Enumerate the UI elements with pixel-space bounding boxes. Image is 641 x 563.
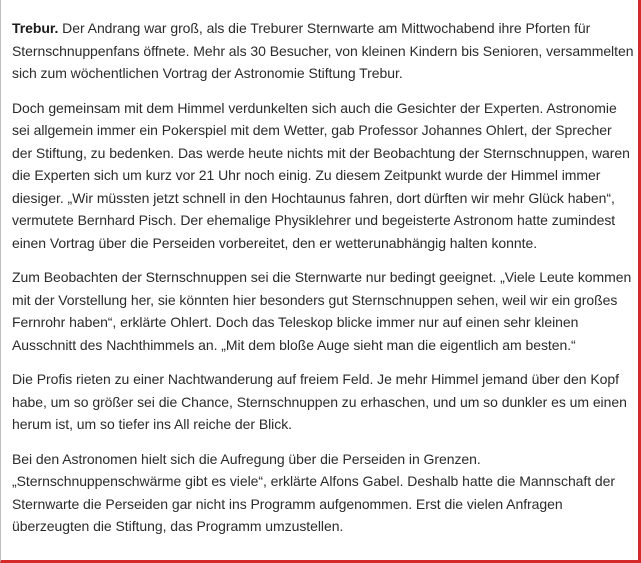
article-body — [12, 17, 634, 550]
article-paragraph-1 — [12, 17, 634, 85]
article-paragraph-5: Bei den Astronomen hielt sich die Aufregung über die Perseiden in Grenzen. „Sternschnuppenschwärme gibt es viele“, erklärte Alfons Gabel. Deshalb hatte die Mannschaft der Sternwarte die Perseiden gar nicht ins Programm aufgenommen. Erst die vielen Anfragen überzeugten die Stiftung, das Programm umzustellen. — [12, 450, 616, 534]
article-paragraph-3: Zum Beobachten der Sternschnuppen sei die Sternwarte nur bedingt geeignet. „Viele Leute kommen mit der Vorstellung her, sie könnten hier besonders gut Sternschnuppen sehen, weil wir ein großes Fernrohr haben“, erklärte Ohlert. Doch das Teleskop blicke immer nur auf einen sehr kleinen Ausschnitt des Nachthimmels an. „Mit dem bloße Auge sieht man die eigentlich am besten.“ — [12, 269, 632, 353]
article-paragraph-4: Die Profis rieten zu einer Nachtwanderung auf freiem Feld. Je mehr Himmel jemand über den Kopf habe, um so größer sei die Chance, Sternschnuppen zu erhaschen, und um so dunkler es um einen herum ist, um so tiefer ins All reiche der Blick. — [12, 371, 627, 432]
article-dateline: Trebur. — [12, 20, 59, 36]
article-paragraph-2: Doch gemeinsam mit dem Himmel verdunkelten sich auch die Gesichter der Experten. Astronomie sei allgemein immer ein Pokerspiel mit dem Wetter, gab Professor Johannes Ohlert, der Sprecher der Stiftung, zu bedenken. Das werde heute nichts mit der Beobachtung der Sternschnuppen, waren die Experten sich um kurz vor 21 Uhr noch einig. Zu diesem Zeitpunkt wurde der Himmel immer diesiger. „Wir müssten jetzt schnell in den Hochtaunus fahren, dort dürften wir mehr Glück haben“, vermutete Bernhard Pisch. Der ehemalige Physiklehrer und begeisterte Astronom hatte zumindest einen Vortrag über die Perseiden vorbereitet, den er wetterunabhängig halten konnte. — [12, 99, 630, 251]
article-paragraph-1-text: Der Andrang war groß, als die Treburer Sternwarte am Mittwochabend ihre Pforten für Sternschnuppenfans öffnete. Mehr als 30 Besucher, von kleinen Kindern bis Senioren, versammelten sich zum wöchentlichen Vortrag der Astronomie Stiftung Trebur. — [12, 20, 634, 81]
